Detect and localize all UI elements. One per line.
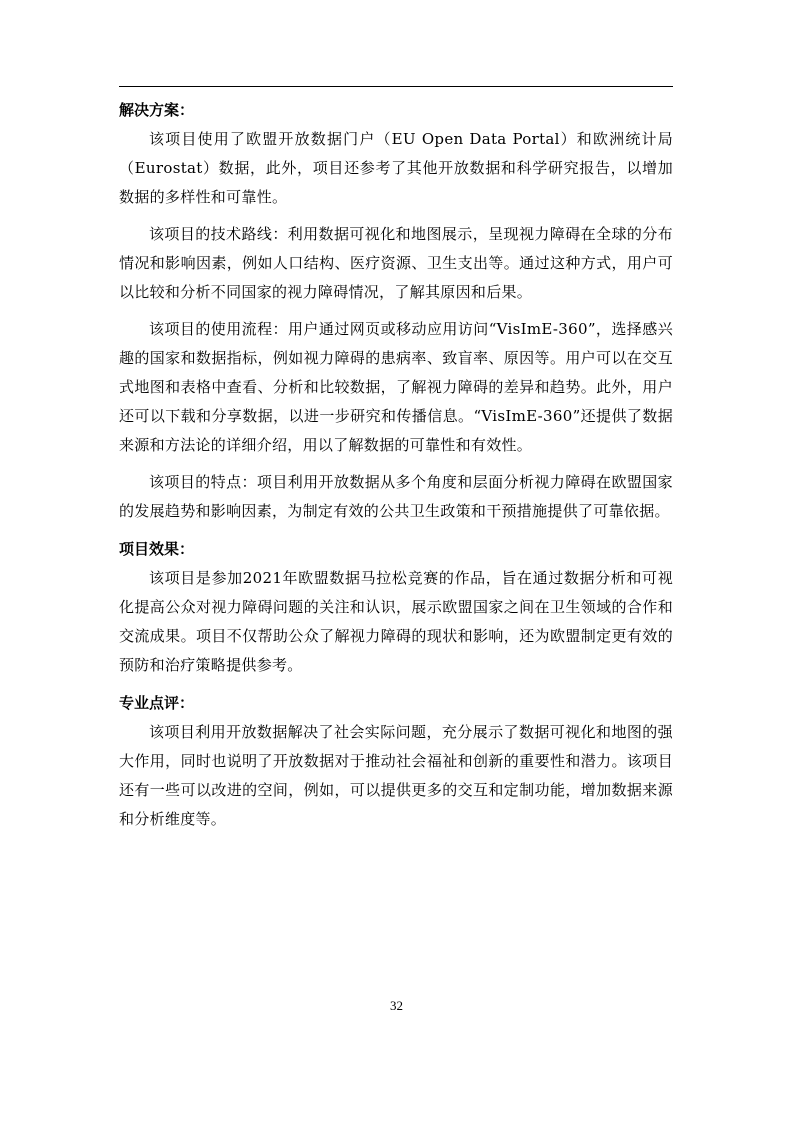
paragraph-expert-review: 该项目利用开放数据解决了社会实际问题，充分展示了数据可视化和地图的强大作用，同时也说明了开放数据对于推动社会福祉和创新的重要性和潜力。该项目还有一些可以改进的空间，例如，可以提供更多的交互和定制功能，增加数据来源和分析维度等。 [119, 723, 673, 828]
document-body [119, 95, 673, 842]
paragraph-usage-flow: 该项目的使用流程：用户通过网页或移动应用访问“VisImE-360”，选择感兴趣的国家和数据指标，例如视力障碍的患病率、致盲率、原因等。用户可以在交互式地图和表格中查看、分析和比较数据，了解视力障碍的差异和趋势。此外，用户还可以下载和分享数据，以进一步研究和传播信息。“VisImE-360”还提供了数据来源和方法论的详细介绍，用以了解数据的可靠性和有效性。 [119, 320, 673, 454]
header-rule [119, 86, 673, 87]
paragraph-project-effect: 该项目是参加2021年欧盟数据马拉松竞赛的作品，旨在通过数据分析和可视化提高公众对视力障碍问题的关注和认识，展示欧盟国家之间在卫生领域的合作和交流成果。项目不仅帮助公众了解视力障碍的现状和影响，还为欧盟制定更有效的预防和治疗策略提供参考。 [119, 569, 673, 674]
paragraph-data-sources: 该项目使用了欧盟开放数据门户（EU Open Data Portal）和欧洲统计局（Eurostat）数据，此外，项目还参考了其他开放数据和科学研究报告，以增加数据的多样性和可靠性。 [119, 130, 673, 206]
section-heading-solution: 解决方案： [119, 101, 195, 119]
page-number: 32 [390, 998, 403, 1013]
paragraph-technical-route: 该项目的技术路线：利用数据可视化和地图展示，呈现视力障碍在全球的分布情况和影响因素，例如人口结构、医疗资源、卫生支出等。通过这种方式，用户可以比较和分析不同国家的视力障碍情况，了解其原因和后果。 [119, 225, 673, 301]
section-heading-effect: 项目效果： [119, 540, 195, 558]
section-heading-review: 专业点评： [119, 694, 195, 712]
paragraph-features: 该项目的特点：项目利用开放数据从多个角度和层面分析视力障碍在欧盟国家的发展趋势和影响因素，为制定有效的公共卫生政策和干预措施提供了可靠依据。 [119, 473, 673, 520]
